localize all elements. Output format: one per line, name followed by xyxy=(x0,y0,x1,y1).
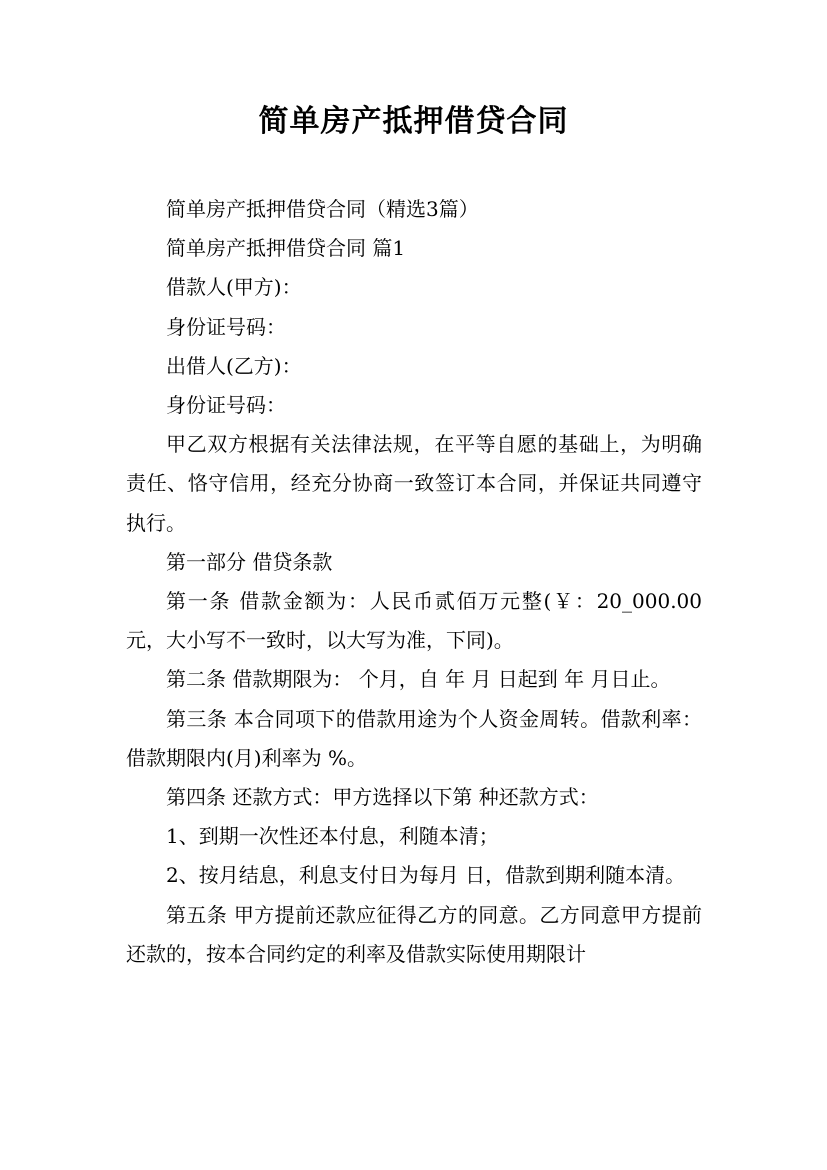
paragraph-article-4: 第四条 还款方式：甲方选择以下第 种还款方式： xyxy=(166,785,599,810)
paragraph-lender: 出借人(乙方)： xyxy=(166,353,302,378)
paragraph-subtitle: 简单房产抵押借贷合同（精选3篇） xyxy=(166,197,479,221)
paragraph-repay-option-1: 1、到期一次性还本付息，利随本清； xyxy=(166,824,499,849)
paragraph-repay-option-2: 2、按月结息，利息支付日为每月 日，借款到期利随本清。 xyxy=(166,863,686,888)
document-body xyxy=(126,190,702,974)
paragraph-article-3: 第三条 本合同项下的借款用途为个人资金周转。借款利率：借款期限内(月)利率为 %。 xyxy=(126,706,702,770)
paragraph-article-1: 第一条 借款金额为：人民币贰佰万元整(￥：20_000.00元，大小写不一致时，以大写为准，下同)。 xyxy=(126,589,702,653)
paragraph-borrower-id: 身份证号码： xyxy=(166,314,286,339)
paragraph-borrower: 借款人(甲方)： xyxy=(166,275,302,300)
paragraph-preamble: 甲乙双方根据有关法律法规，在平等自愿的基础上，为明确责任、恪守信用，经充分协商一致签订本合同，并保证共同遵守执行。 xyxy=(126,432,702,535)
paragraph-part-one: 第一部分 借贷条款 xyxy=(166,549,333,574)
paragraph-section-heading: 简单房产抵押借贷合同 篇1 xyxy=(166,236,406,261)
document-title: 简单房产抵押借贷合同 xyxy=(258,104,569,139)
paragraph-lender-id: 身份证号码： xyxy=(166,393,286,418)
paragraph-article-2: 第二条 借款期限为： 个月，自 年 月 日起到 年 月日止。 xyxy=(166,667,671,692)
paragraph-article-5: 第五条 甲方提前还款应征得乙方的同意。乙方同意甲方提前还款的，按本合同约定的利率及借款实际使用期限计 xyxy=(126,902,702,966)
